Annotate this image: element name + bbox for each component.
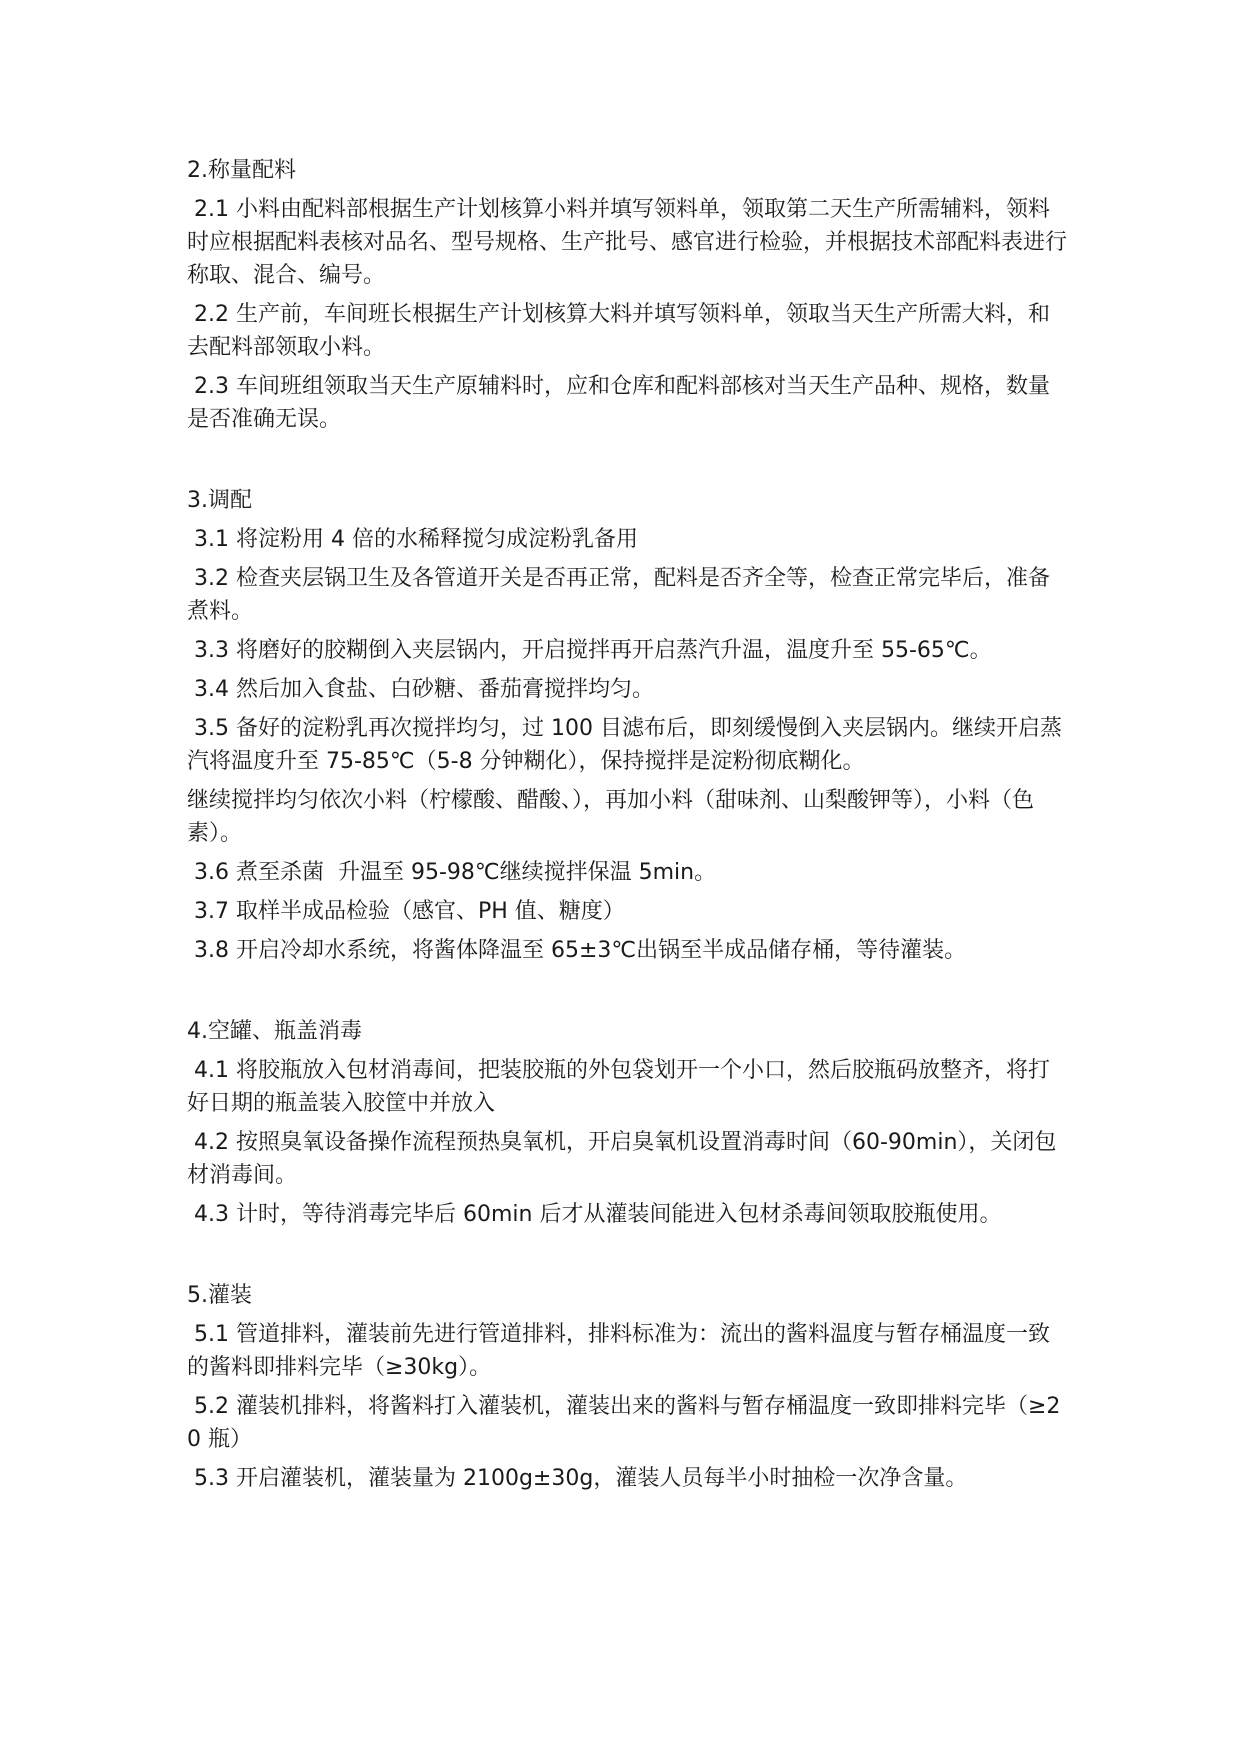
- paragraph: 4.2 按照臭氧设备操作流程预热臭氧机，开启臭氧机设置消毒时间（60-90min），关闭包材消毒间。: [187, 1130, 1057, 1188]
- section-heading: 4.空罐、瓶盖消毒: [187, 1019, 362, 1044]
- paragraph: 3.8 开启冷却水系统，将酱体降温至 65±3℃出锅至半成品储存桶，等待灌装。: [187, 938, 967, 963]
- paragraph: 3.4 然后加入食盐、白砂糖、番茄膏搅拌均匀。: [187, 677, 654, 702]
- paragraph: 2.3 车间班组领取当天生产原辅料时，应和仓库和配料部核对当天生产品种、规格，数量是否准确无误。: [187, 374, 1050, 432]
- paragraph: 5.2 灌装机排料，将酱料打入灌装机，灌装出来的酱料与暂存桶温度一致即排料完毕（≥20 瓶）: [187, 1394, 1061, 1452]
- section-filling: [187, 1279, 1067, 1495]
- paragraph: 3.3 将磨好的胶糊倒入夹层锅内，开启搅拌再开启蒸汽升温，温度升至 55-65℃。: [187, 638, 992, 663]
- paragraph: 继续搅拌均匀依次小料（柠檬酸、醋酸、），再加小料（甜味剂、山梨酸钾等），小料（色素）。: [187, 788, 1035, 846]
- section-mixing: [187, 484, 1067, 967]
- paragraph: 3.1 将淀粉用 4 倍的水稀释搅匀成淀粉乳备用: [187, 527, 638, 552]
- paragraph: 3.6 煮至杀菌 升温至 95-98℃继续搅拌保温 5min。: [187, 860, 717, 885]
- document-body: [187, 154, 1067, 1501]
- paragraph: 4.1 将胶瓶放入包材消毒间，把装胶瓶的外包袋划开一个小口，然后胶瓶码放整齐，将打好日期的瓶盖装入胶筐中并放入: [187, 1058, 1050, 1116]
- section-heading: 2.称量配料: [187, 158, 296, 183]
- paragraph: 5.1 管道排料，灌装前先进行管道排料，排料标准为：流出的酱料温度与暂存桶温度一致的酱料即排料完毕（≥30kg）。: [187, 1322, 1050, 1380]
- paragraph: 4.3 计时，等待消毒完毕后 60min 后才从灌装间能进入包材杀毒间领取胶瓶使用。: [187, 1202, 1002, 1227]
- section-heading: 3.调配: [187, 488, 252, 513]
- paragraph: 2.2 生产前，车间班长根据生产计划核算大料并填写领料单，领取当天生产所需大料，和去配料部领取小料。: [187, 302, 1050, 360]
- paragraph: 3.5 备好的淀粉乳再次搅拌均匀，过 100 目滤布后，即刻缓慢倒入夹层锅内。继续开启蒸汽将温度升至 75-85℃（5-8 分钟糊化），保持搅拌是淀粉彻底糊化。: [187, 716, 1062, 774]
- section-disinfection: [187, 1015, 1067, 1231]
- paragraph: 2.1 小料由配料部根据生产计划核算小料并填写领料单，领取第二天生产所需辅料，领料时应根据配料表核对品名、型号规格、生产批号、感官进行检验，并根据技术部配料表进行称取、混合、编号。: [187, 197, 1068, 288]
- paragraph: 5.3 开启灌装机，灌装量为 2100g±30g，灌装人员每半小时抽检一次净含量。: [187, 1466, 968, 1491]
- section-heading: 5.灌装: [187, 1283, 252, 1308]
- paragraph: 3.7 取样半成品检验（感官、PH 值、糖度）: [187, 899, 625, 924]
- paragraph: 3.2 检查夹层锅卫生及各管道开关是否再正常，配料是否齐全等，检查正常完毕后，准备煮料。: [187, 566, 1050, 624]
- section-weighing: [187, 154, 1067, 436]
